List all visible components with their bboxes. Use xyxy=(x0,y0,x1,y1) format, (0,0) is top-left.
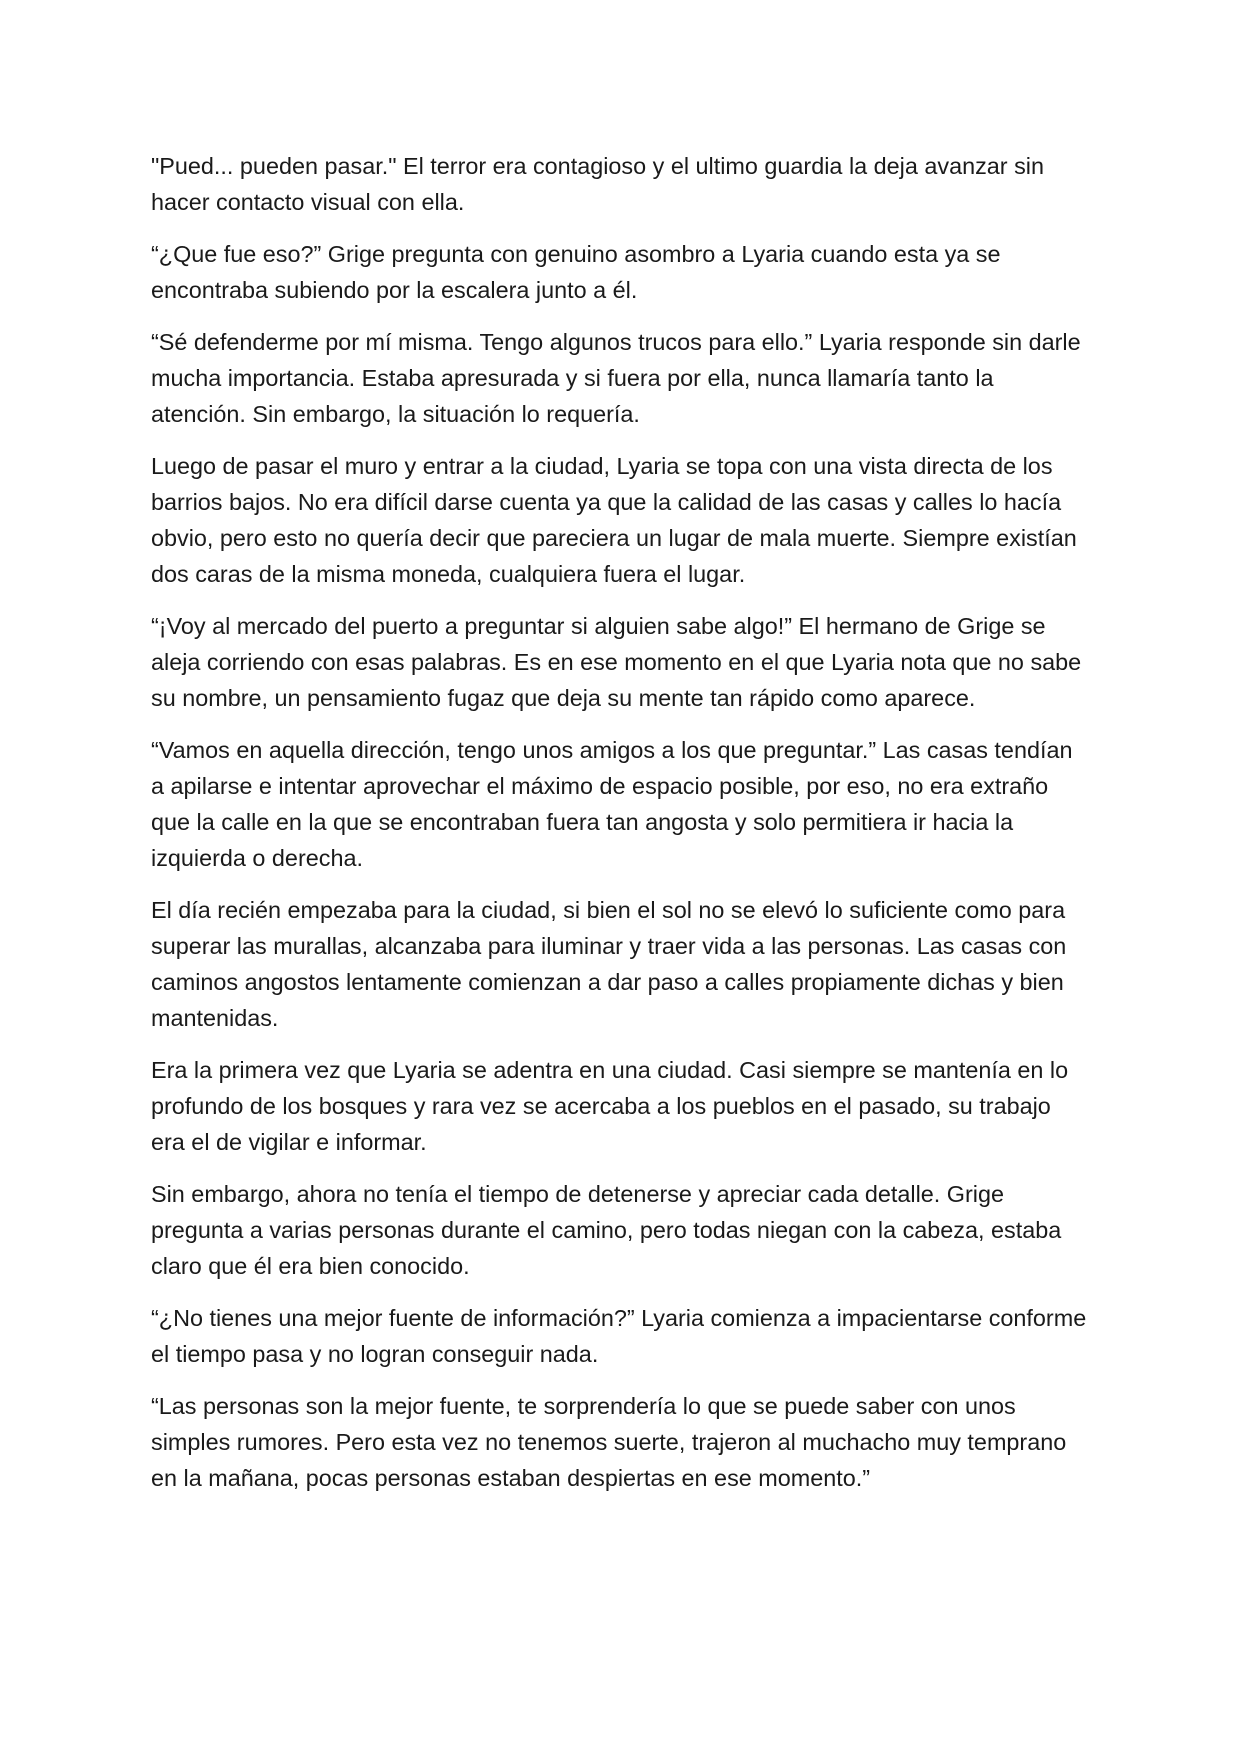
paragraph-5: “¡Voy al mercado del puerto a preguntar si alguien sabe algo!” El hermano de Grige se aleja corriendo con esas palabras. Es en ese momento en el que Lyaria nota que no sabe su nombre, un pensamiento fugaz que deja su mente tan rápido como aparece. xyxy=(151,613,1082,711)
paragraph-4: Luego de pasar el muro y entrar a la ciudad, Lyaria se topa con una vista directa de los barrios bajos. No era difícil darse cuenta ya que la calidad de las casas y calles lo hacía obvio, pero esto no quería decir que pareciera un lugar de mala muerte. Siempre existían dos caras de la misma moneda, cualquiera fuera el lugar. xyxy=(151,453,1077,587)
paragraph-9: Sin embargo, ahora no tenía el tiempo de detenerse y apreciar cada detalle. Grige pregunta a varias personas durante el camino, pero todas niegan con la cabeza, estaba claro que él era bien conocido. xyxy=(151,1181,1062,1279)
paragraph-10: “¿No tienes una mejor fuente de información?” Lyaria comienza a impacientarse conforme el tiempo pasa y no logran conseguir nada. xyxy=(151,1305,1087,1367)
paragraph-6: “Vamos en aquella dirección, tengo unos amigos a los que preguntar.” Las casas tendían a apilarse e intentar aprovechar el máximo de espacio posible, por eso, no era extraño que la calle en la que se encontraban fuera tan angosta y solo permitiera ir hacia la izquierda o derecha. xyxy=(151,737,1073,871)
paragraph-7: El día recién empezaba para la ciudad, si bien el sol no se elevó lo suficiente como para superar las murallas, alcanzaba para iluminar y traer vida a las personas. Las casas con caminos angostos lentamente comienzan a dar paso a calles propiamente dichas y bien mantenidas. xyxy=(151,897,1067,1031)
paragraph-8: Era la primera vez que Lyaria se adentra en una ciudad. Casi siempre se mantenía en lo profundo de los bosques y rara vez se acercaba a los pueblos en el pasado, su trabajo era el de vigilar e informar. xyxy=(151,1057,1069,1155)
paragraph-11: “Las personas son la mejor fuente, te sorprendería lo que se puede saber con unos simples rumores. Pero esta vez no tenemos suerte, trajeron al muchacho muy temprano en la mañana, pocas personas estaban despiertas en ese momento.” xyxy=(151,1393,1067,1491)
paragraph-1: "Pued... pueden pasar." El terror era contagioso y el ultimo guardia la deja avanzar sin hacer contacto visual con ella. xyxy=(151,153,1044,215)
paragraph-2: “¿Que fue eso?” Grige pregunta con genuino asombro a Lyaria cuando esta ya se encontraba subiendo por la escalera junto a él. xyxy=(151,241,1001,303)
paragraph-3: “Sé defenderme por mí misma. Tengo algunos trucos para ello.” Lyaria responde sin darle mucha importancia. Estaba apresurada y si fuera por ella, nunca llamaría tanto la atención. Sin embargo, la situación lo requería. xyxy=(151,329,1081,427)
document-body xyxy=(151,148,1091,1512)
